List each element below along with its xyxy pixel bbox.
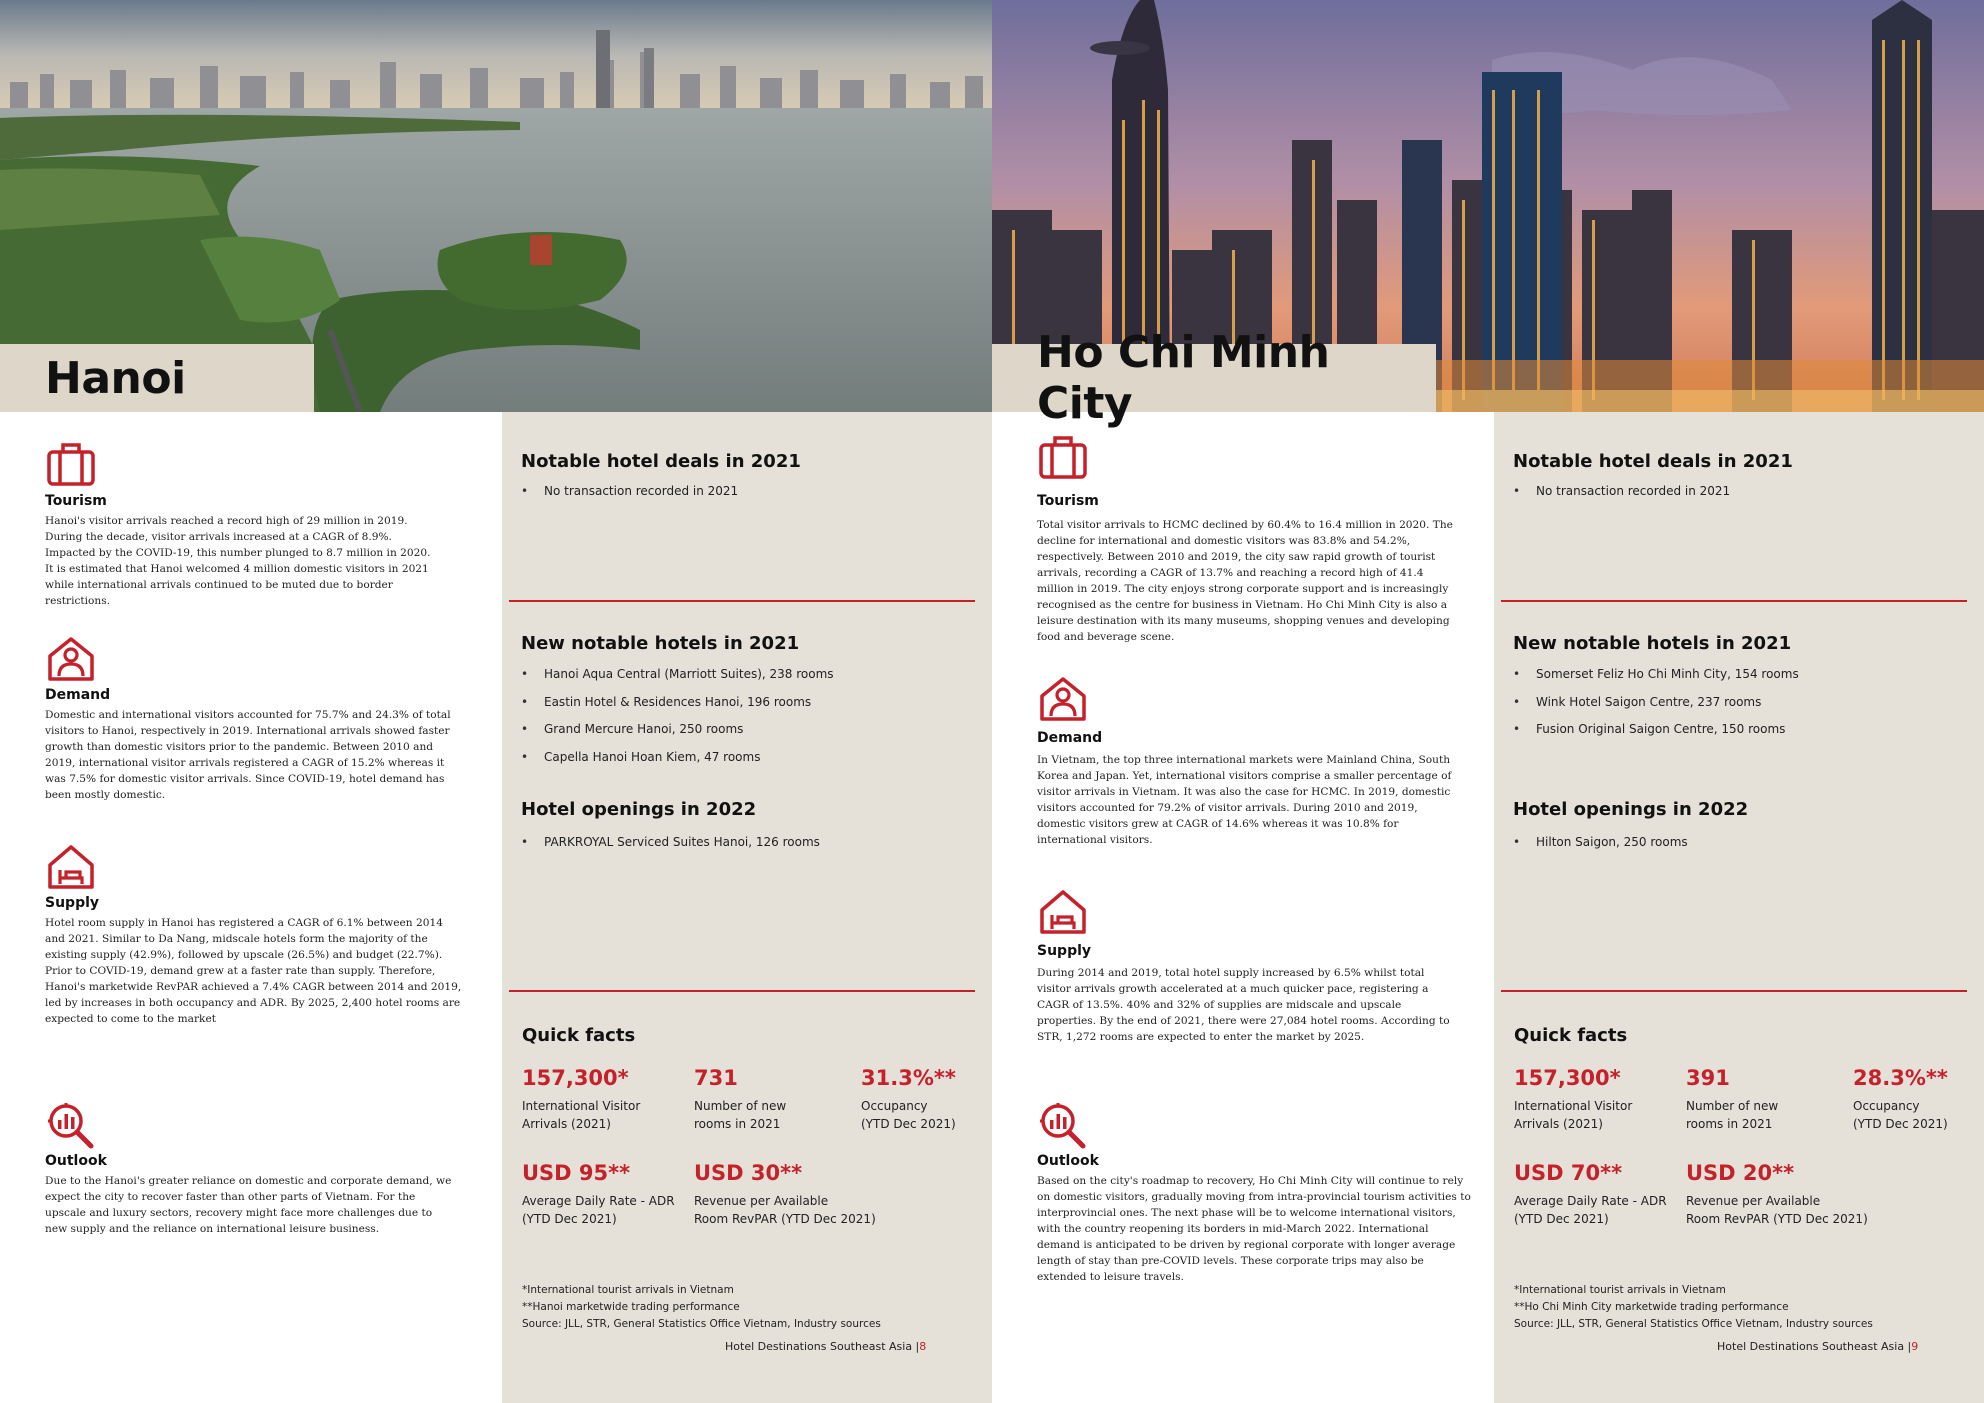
qf-label: Arrivals (2021) <box>1514 1117 1603 1131</box>
demand-section <box>45 634 465 803</box>
list-item: • Hanoi Aqua Central (Marriott Suites), 238 rooms <box>521 667 834 695</box>
hanoi-title-box <box>0 344 314 412</box>
footnote: Source: JLL, STR, General Statistics Office Vietnam, Industry sources <box>522 1318 881 1330</box>
openings-heading: Hotel openings in 2022 <box>1513 799 1749 820</box>
section-title: Supply <box>45 895 100 911</box>
section-title: Outlook <box>1037 1153 1099 1169</box>
qf-label: Room RevPAR (YTD Dec 2021) <box>694 1212 876 1226</box>
page-footer <box>725 1340 926 1353</box>
openings-list <box>1513 835 1688 863</box>
section-text: Hanoi's visitor arrivals reached a record high of 29 million in 2019. During the decade, visitor arrivals increased at a CAGR of 8.9%. Impacted by the COVID-19, this number plunged to 8.7 million in 2020. It is estimated that Hanoi welcomed 4 million domestic visitors in 2021 while international arrivals continued to be muted due to border restrictions. <box>45 515 431 607</box>
section-text: Due to the Hanoi's greater reliance on domestic and corporate demand, we expect the city to recover faster than other parts of Vietnam. For the upscale and luxury sectors, recovery might face more challenges due to new supply and the reliance on international leisure business. <box>45 1175 452 1235</box>
divider <box>1501 600 1967 602</box>
qf-occupancy-value: 28.3%** <box>1853 1066 1948 1090</box>
house-bed-icon <box>1037 887 1089 937</box>
qf-label: Revenue per Available <box>1686 1194 1821 1208</box>
openings-list <box>521 835 820 863</box>
quick-facts-heading: Quick facts <box>1514 1025 1628 1046</box>
list-item: • Eastin Hotel & Residences Hanoi, 196 rooms <box>521 695 834 723</box>
deals-list <box>521 484 738 512</box>
hanoi-info-panel <box>502 412 992 1403</box>
divider <box>1501 990 1967 992</box>
section-title: Supply <box>1037 943 1092 959</box>
list-item: • Capella Hanoi Hoan Kiem, 47 rooms <box>521 750 834 778</box>
qf-occupancy-value: 31.3%** <box>861 1066 956 1090</box>
footnote: *International tourist arrivals in Vietnam <box>522 1284 734 1296</box>
person-location-icon <box>45 634 97 684</box>
qf-label: (YTD Dec 2021) <box>522 1212 617 1226</box>
section-title: Tourism <box>45 493 107 509</box>
section-title: Outlook <box>45 1153 107 1169</box>
suitcase-icon <box>1037 433 1089 483</box>
section-title: Demand <box>1037 730 1103 746</box>
qf-revpar-value: USD 30** <box>694 1161 803 1185</box>
qf-label: (YTD Dec 2021) <box>861 1117 956 1131</box>
openings-heading: Hotel openings in 2022 <box>521 799 757 820</box>
qf-visitor-arrivals-value: 157,300* <box>1514 1066 1621 1090</box>
list-item: • No transaction recorded in 2021 <box>521 484 738 512</box>
deals-list <box>1513 484 1730 512</box>
page-number: 8 <box>919 1340 927 1353</box>
outlook-section <box>45 1100 455 1237</box>
brand-text: Hotel Destinations Southeast Asia | <box>725 1340 920 1353</box>
section-text: During 2014 and 2019, total hotel supply increased by 6.5% whilst total visitor arrivals growth accelerated at a much quicker pace, registering a CAGR of 13.5%. 40% and 32% of supplies are midscale and upscale properties. By the end of 2021, there were 27,084 hotel rooms. According to STR, 1,272 rooms are expected to enter the market by 2025. <box>1037 967 1450 1043</box>
qf-label: International Visitor <box>1514 1099 1633 1113</box>
tourism-section <box>45 440 440 609</box>
deals-heading: Notable hotel deals in 2021 <box>1513 451 1793 472</box>
section-text: In Vietnam, the top three international markets were Mainland China, South Korea and Japan. Yet, international visitors comprise a smaller percentage of visitor arrivals in Vietnam. It was also the case for HCMC. In 2019, domestic visitors accounted for 79.2% of visitor arrivals. During 2010 and 2019, domestic visitors grew at CAGR of 14.6% whereas it was 10.8% for international visitors. <box>1037 754 1452 846</box>
qf-label: Occupancy <box>1853 1099 1920 1113</box>
hcmc-info-panel <box>1494 412 1984 1403</box>
qf-adr-value: USD 70** <box>1514 1161 1623 1185</box>
list-item: • PARKROYAL Serviced Suites Hanoi, 126 rooms <box>521 835 820 863</box>
person-location-icon <box>1037 674 1089 724</box>
qf-label: International Visitor <box>522 1099 641 1113</box>
page-hcmc <box>992 0 1984 1403</box>
section-title: Demand <box>45 687 111 703</box>
page-title: Ho Chi Minh City <box>1037 327 1330 429</box>
list-item: • Wink Hotel Saigon Centre, 237 rooms <box>1513 695 1799 723</box>
qf-visitor-arrivals-value: 157,300* <box>522 1066 629 1090</box>
house-bed-icon <box>45 842 97 892</box>
list-item: • Grand Mercure Hanoi, 250 rooms <box>521 722 834 750</box>
tourism-section <box>1037 433 1457 645</box>
brand-text: Hotel Destinations Southeast Asia | <box>1717 1340 1912 1353</box>
qf-adr-value: USD 95** <box>522 1161 631 1185</box>
supply-section <box>1037 887 1457 1045</box>
list-item: • Fusion Original Saigon Centre, 150 rooms <box>1513 722 1799 750</box>
qf-label: Arrivals (2021) <box>522 1117 611 1131</box>
qf-label: Average Daily Rate - ADR <box>522 1194 675 1208</box>
suitcase-icon <box>45 440 97 490</box>
list-item: • Somerset Feliz Ho Chi Minh City, 154 rooms <box>1513 667 1799 695</box>
page-title: Hanoi <box>45 352 186 404</box>
qf-label: Occupancy <box>861 1099 928 1113</box>
section-text: Total visitor arrivals to HCMC declined by 60.4% to 16.4 million in 2020. The decline for international and domestic visitors was 83.8% and 54.2%, respectively. Between 2010 and 2019, the city saw rapid growth of tourist arrivals, recording a CAGR of 13.7% and reaching a record high of 41.4 million in 2019. The city enjoys strong corporate support and is increasingly recognised as the centre for business in Vietnam. Ho Chi Minh City is also a leisure destination with its many museums, shopping venues and developing food and beverage scene. <box>1037 519 1453 643</box>
new-hotels-heading: New notable hotels in 2021 <box>521 633 800 654</box>
page-footer <box>1717 1340 1918 1353</box>
footnote: *International tourist arrivals in Vietnam <box>1514 1284 1726 1296</box>
supply-section <box>45 842 462 1027</box>
qf-label: (YTD Dec 2021) <box>1514 1212 1609 1226</box>
qf-revpar-value: USD 20** <box>1686 1161 1795 1185</box>
deals-heading: Notable hotel deals in 2021 <box>521 451 801 472</box>
footnote: Source: JLL, STR, General Statistics Office Vietnam, Industry sources <box>1514 1318 1873 1330</box>
qf-label: rooms in 2021 <box>694 1117 781 1131</box>
quick-facts-heading: Quick facts <box>522 1025 636 1046</box>
qf-label: Room RevPAR (YTD Dec 2021) <box>1686 1212 1868 1226</box>
qf-label: (YTD Dec 2021) <box>1853 1117 1948 1131</box>
page-number: 9 <box>1911 1340 1919 1353</box>
qf-label: Number of new <box>1686 1099 1779 1113</box>
magnifier-chart-icon <box>45 1100 97 1150</box>
divider <box>509 600 975 602</box>
outlook-section <box>1037 1100 1472 1285</box>
new-hotels-heading: New notable hotels in 2021 <box>1513 633 1792 654</box>
qf-label: Revenue per Available <box>694 1194 829 1208</box>
demand-section <box>1037 674 1457 848</box>
qf-new-rooms-value: 391 <box>1686 1066 1730 1090</box>
section-text: Based on the city's roadmap to recovery, Ho Chi Minh City will continue to rely on domestic visitors, gradually moving from intra-provincial tourism activities to interprovincial ones. The next phase will be to welcome international visitors, with the country reopening its borders in mid-March 2022. International demand is anticipated to be driven by regional corporate with longer average length of stay than pre-COVID levels. These corporate trips may also be extended to leisure travels. <box>1037 1175 1471 1283</box>
footnote: **Ho Chi Minh City marketwide trading performance <box>1514 1301 1789 1313</box>
magnifier-chart-icon <box>1037 1100 1089 1150</box>
qf-label: rooms in 2021 <box>1686 1117 1773 1131</box>
new-hotels-list <box>1513 667 1799 750</box>
footnote: **Hanoi marketwide trading performance <box>522 1301 740 1313</box>
qf-label: Number of new <box>694 1099 787 1113</box>
section-text: Hotel room supply in Hanoi has registered a CAGR of 6.1% between 2014 and 2021. Similar to Da Nang, midscale hotels form the majority of the existing supply (42.9%), followed by upscale (26.5%) and budget (22.7%). Prior to COVID-19, demand grew at a faster rate than supply. Therefore, Hanoi's marketwide RevPAR achieved a 7.4% CAGR between 2014 and 2019, led by increases in both occupancy and ADR. By 2025, 2,400 hotel rooms are expected to come to the market <box>45 917 462 1025</box>
list-item: • No transaction recorded in 2021 <box>1513 484 1730 512</box>
hcmc-title-box <box>992 327 1436 429</box>
section-title: Tourism <box>1037 493 1099 509</box>
qf-label: Average Daily Rate - ADR <box>1514 1194 1667 1208</box>
new-hotels-list <box>521 667 834 777</box>
section-text: Domestic and international visitors accounted for 75.7% and 24.3% of total visitors to Hanoi, respectively in 2019. International arrivals showed faster growth than domestic visitors prior to the pandemic. Between 2010 and 2019, international visitor arrivals registered a CAGR of 15.2% whereas it was 7.5% for domestic visitor arrivals. Since COVID-19, hotel demand has been mostly domestic. <box>45 709 451 801</box>
qf-new-rooms-value: 731 <box>694 1066 738 1090</box>
list-item: • Hilton Saigon, 250 rooms <box>1513 835 1688 863</box>
divider <box>509 990 975 992</box>
